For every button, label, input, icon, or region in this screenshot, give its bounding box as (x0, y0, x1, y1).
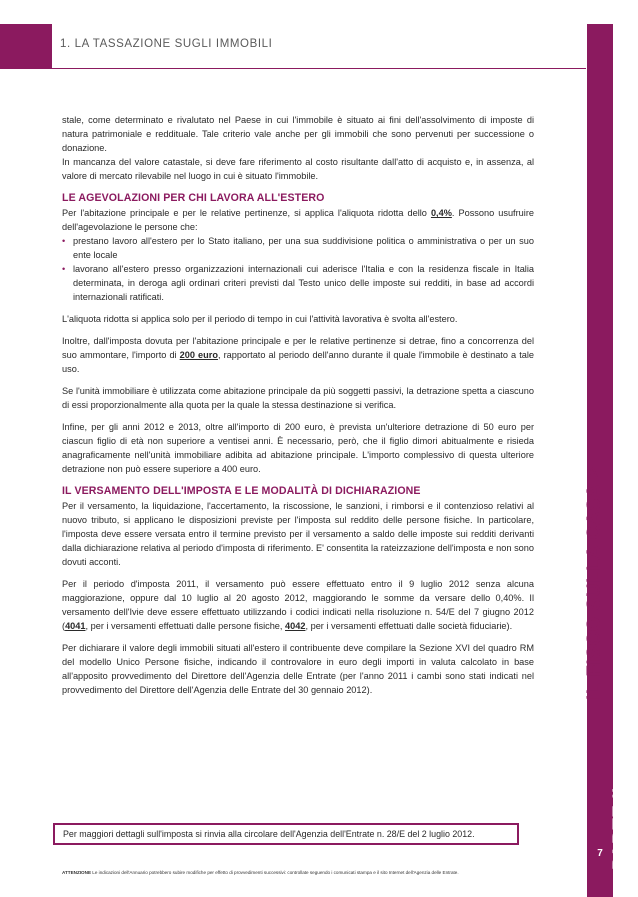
list-item: • prestano lavoro all'estero per lo Stato italiano, per una sua suddivisione politica o amministrativa o per un suo ente locale (62, 236, 534, 260)
paragraph: Per dichiarare il valore degli immobili situati all'estero il contribuente deve compilare la Sezione XVI del quadro RM del modello Unico Persone fisiche, indicando il controvalore in euro degli importi in valuta calcolato in base all'apposito provvedimento del Direttore dell'Agenzia delle Entrate (per l'anno 2011 i cambi sono stati indicati nel provvedimento del Direttore dell'Agenzia delle Entrate del 30 gennaio 2012). (62, 643, 534, 695)
section-side-title: IL FISCO SULLA CASA> (580, 466, 605, 700)
paragraph: Se l'unità immobiliare è utilizzata come abitazione principale da più soggetti passivi, la detrazione spetta a ciascuno di essi proporzionalmente alla quota per la quale la stessa destinazione si verifica. (62, 386, 534, 410)
bullet-icon: • (62, 236, 66, 246)
chevron-right-icon: > (580, 466, 605, 480)
bullet-icon: • (62, 264, 66, 274)
side-band (587, 24, 613, 897)
section-heading: LE AGEVOLAZIONI PER CHI LAVORA ALL'ESTERO (62, 192, 325, 204)
footer-disclaimer: ATTENZIONE Le indicazioni dell'Annuario potrebbero subire modifiche per effetto di provvedimenti successivi: controllate seguendo i comunicati stampa e il sito Internet dell'Agenzia delle Entrate. (62, 870, 459, 875)
main-content (62, 113, 534, 705)
paragraph: Inoltre, dall'imposta dovuta per l'abitazione principale e per le relative pertinenze si detrae, fino a concorrenza del suo ammontare, l'importo di 200 euro, rapportato al periodo dell'anno durante il quale l'immobile è destinato a tale uso. (62, 336, 535, 374)
chapter-title: 1. LA TASSAZIONE SUGLI IMMOBILI (60, 38, 273, 50)
paragraph: Per l'abitazione principale e per le relative pertinenze, si applica l'aliquota ridotta dello 0,4%. Possono usufruire dell'agevolazione le persone che: (62, 208, 534, 232)
paragraph: L'aliquota ridotta si applica solo per il periodo di tempo in cui l'attività lavorativa è svolta all'estero. (62, 314, 458, 324)
page-number: 7 (597, 848, 603, 859)
list-item: • lavorano all'estero presso organizzazioni internazionali cui aderisce l'Italia e con la residenza fiscale in Italia determinata, in deroga agli ordinari criteri previsti dal Testo unico delle imposte sui redditi, in base ad accordi internazionali ratificati. (62, 264, 534, 302)
header-color-block (0, 24, 52, 69)
paragraph: Per il versamento, la liquidazione, l'accertamento, la riscossione, le sanzioni, i rimborsi e il contenzioso relativi al nuovo tributo, si applicano le disposizioni previste per l'imposta sul reddito delle persone fisiche. In particolare, l'imposta deve essere versata entro il termine previsto per il versamento a saldo delle imposte sui redditi derivanti dalla dichiarazione relativa al periodo d'imposta di riferimento. E' consentita la rateizzazione dell'imposta e non sono dovuti acconti. (62, 501, 534, 567)
paragraph: stale, come determinato e rivalutato nel Paese in cui l'immobile è situato ai fini dell'assolvimento di imposte di natura patrimoniale e reddituale. Tale criterio vale anche per gli immobili che sono pervenuti per successione o donazione. In mancanza del valore catastale, si deve fare riferimento al costo risultante dall'atto di acquisto e, in assenza, al valore di mercato rilevabile nel luogo in cui è situato l'immobile. (62, 115, 534, 181)
paragraph: Infine, per gli anni 2012 e 2013, oltre all'importo di 200 euro, è prevista un'ulteriore detrazione di 50 euro per ciascun figlio di età non superiore a ventisei anni. È necessario, però, che il figlio dimori abitualmente e risieda anagraficamente nell'unità immobiliare adibita ad abitazione principale. L'importo complessivo di questa ulteriore detrazione non può essere superiore a 400 euro. (62, 422, 534, 474)
bullet-list (62, 234, 534, 304)
footer-warning-label: ATTENZIONE (62, 870, 92, 875)
amount-highlight: 200 euro (179, 350, 218, 360)
rate-highlight: 0,4% (430, 208, 452, 218)
code-highlight: 4042 (285, 621, 306, 631)
header-divider (52, 68, 586, 69)
section-heading: IL VERSAMENTO DELL'IMPOSTA E LE MODALITÀ DI DICHIARAZIONE (62, 485, 421, 497)
part-label: PARTE II (610, 787, 631, 870)
note-box: Per maggiori dettagli sull'imposta si rinvia alla circolare dell'Agenzia dell'Entrate n. 28/E del 2 luglio 2012. (53, 823, 519, 845)
paragraph: Per il periodo d'imposta 2011, il versamento può essere effettuato entro il 9 luglio 2012 senza alcuna maggiorazione, oppure dal 10 luglio al 20 agosto 2012, maggiorando le somme da versare dello 0,40%. Il versamento dell'Ivie deve essere effettuato utilizzando i codici indicati nella risoluzione n. 54/E del 7 giugno 2012 (4041, per i versamenti effettuati dalle persone fisiche, 4042, per i versamenti effettuati dalle società fiduciarie). (62, 579, 534, 631)
code-highlight: 4041 (65, 621, 86, 631)
